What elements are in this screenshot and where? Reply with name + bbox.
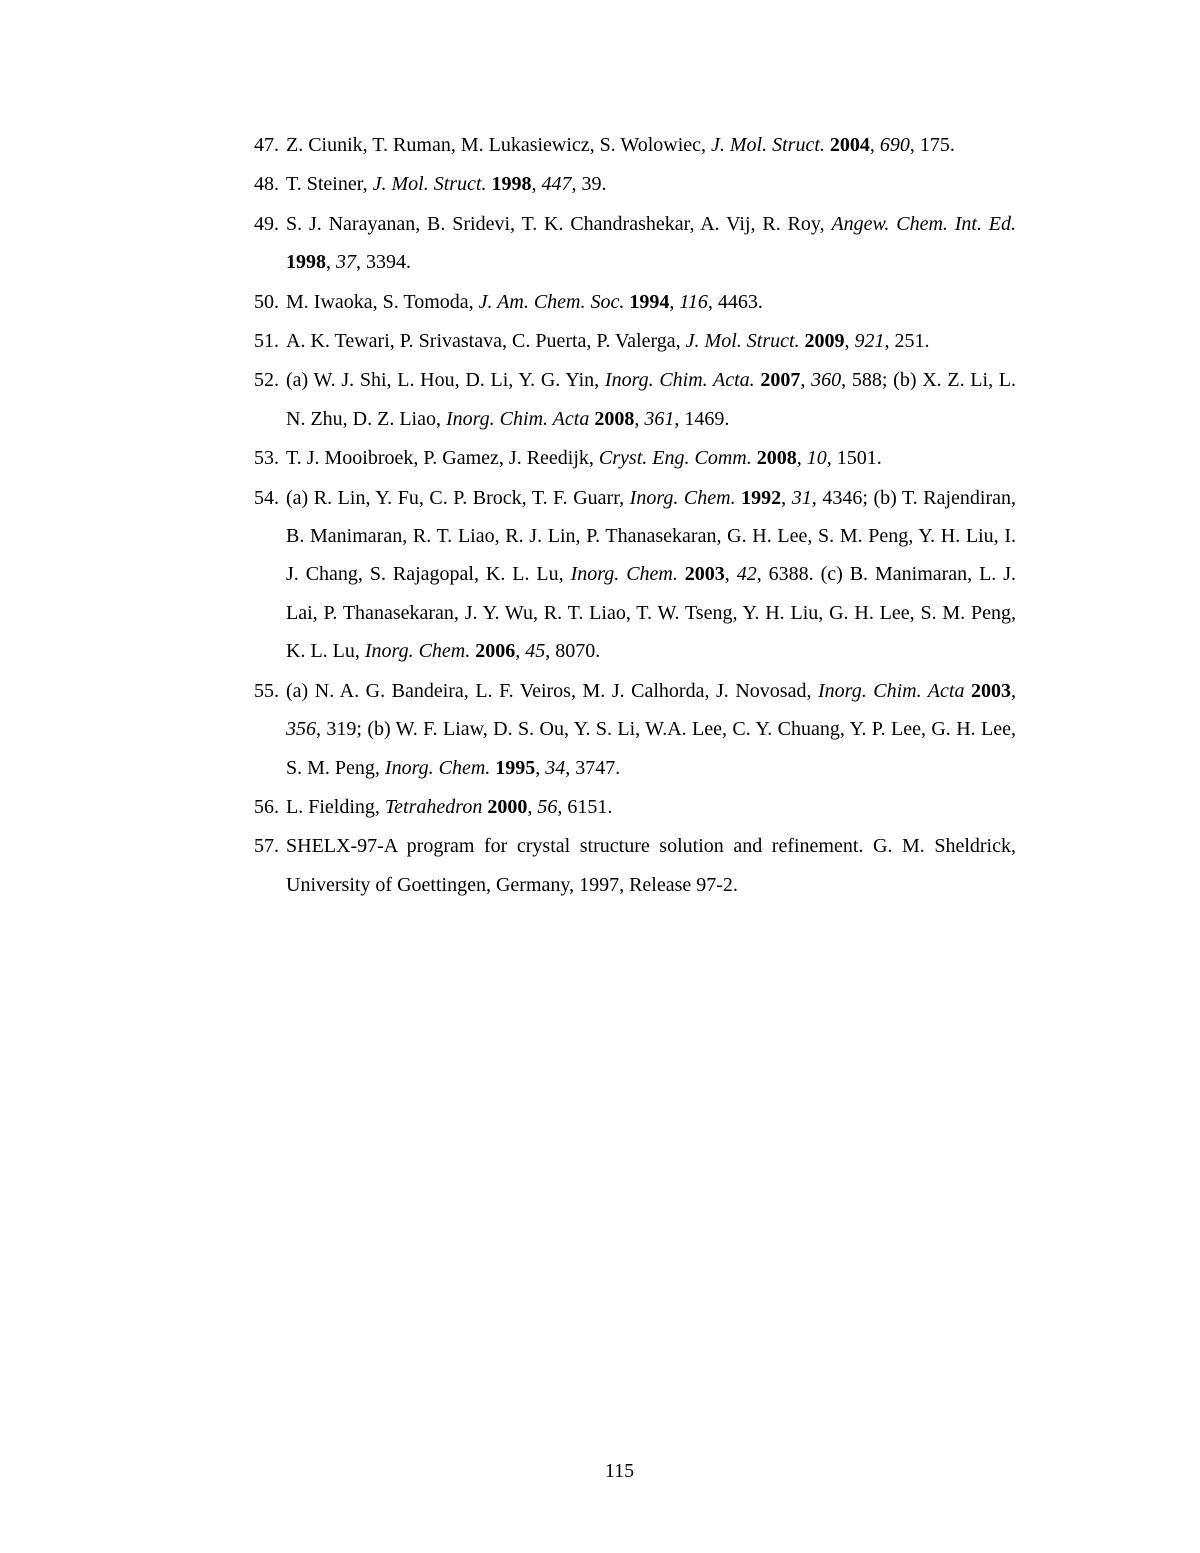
journal-or-volume: 10 [806, 447, 827, 470]
reference-number: 55. [254, 679, 279, 702]
reference-segment: , 3394. [356, 251, 411, 274]
reference-segment: , 1501. [826, 447, 882, 470]
reference-segment: , 3747. [565, 756, 621, 779]
reference-segment: , [781, 486, 792, 509]
journal-or-volume: Inorg. Chem. [364, 640, 471, 663]
reference-list [254, 126, 1016, 905]
reference-item [254, 205, 1016, 282]
publication-year: 2000 [487, 795, 528, 818]
reference-number: 50. [254, 290, 279, 313]
reference-item [254, 165, 1016, 203]
reference-segment: A. K. Tewari, P. Srivastava, C. Puerta, P. Valerga, [286, 330, 686, 353]
reference-segment: , [515, 640, 526, 663]
publication-year: 2009 [804, 330, 845, 353]
journal-or-volume: Inorg. Chim. Acta. [604, 369, 755, 392]
reference-segment: T. Steiner, [286, 173, 373, 196]
reference-item [254, 361, 1016, 438]
publication-year: 2008 [756, 447, 797, 470]
reference-segment: , [796, 447, 807, 470]
reference-text [286, 479, 1016, 671]
reference-segment: S. J. Narayanan, B. Sridevi, T. K. Chandrashekar, A. Vij, R. Roy, [286, 212, 832, 235]
publication-year: 1992 [741, 486, 782, 509]
journal-or-volume: 116 [679, 290, 708, 313]
reference-segment [678, 563, 685, 585]
reference-segment: , 588; (b) X. Z. Li, L. N. Zhu, D. Z. Liao, [286, 369, 1017, 430]
journal-or-volume: J. Mol. Struct. [685, 330, 800, 353]
page-number: 115 [604, 1460, 635, 1482]
reference-item [254, 322, 1016, 360]
reference-segment: Z. Ciunik, T. Ruman, M. Lukasiewicz, S. Wolowiec, [286, 134, 712, 156]
reference-segment: , 319; (b) W. F. Liaw, D. S. Ou, Y. S. Li, W.A. Lee, C. Y. Chuang, Y. P. Lee, G. H. Lee, S. M. Peng, [286, 718, 1016, 779]
journal-or-volume: J. Am. Chem. Soc. [478, 290, 625, 313]
reference-segment: , [531, 173, 542, 196]
reference-item [254, 439, 1016, 477]
reference-segment: , [1011, 679, 1017, 702]
reference-number: 53. [254, 447, 279, 470]
reference-segment: , 251. [884, 330, 930, 353]
reference-segment: L. Fielding, [286, 795, 385, 818]
publication-year: 1995 [495, 756, 536, 779]
reference-number: 51. [254, 330, 279, 353]
reference-segment: , [869, 134, 880, 156]
reference-segment: , [844, 330, 855, 353]
reference-number: 47. [254, 134, 279, 156]
journal-or-volume: 56 [537, 795, 558, 818]
journal-or-volume: 37 [336, 251, 356, 274]
reference-segment: (a) R. Lin, Y. Fu, C. P. Brock, T. F. Guarr, [286, 486, 630, 509]
journal-or-volume: 360 [811, 369, 842, 392]
reference-segment: SHELX-97-A program for crystal structure solution and refinement. G. M. Sheldrick, University of Goettingen, Germany, 1997, Release 97-2. [286, 835, 1016, 896]
publication-year: 1998 [286, 251, 326, 274]
reference-text [286, 672, 1016, 787]
reference-segment: M. Iwaoka, S. Tomoda, [286, 290, 479, 313]
reference-number: 49. [254, 212, 279, 235]
publication-year: 2003 [684, 563, 725, 586]
reference-segment: , [724, 563, 737, 586]
publication-year: 2003 [971, 679, 1012, 702]
reference-segment: , 4463. [707, 290, 763, 313]
journal-or-volume: J. Mol. Struct. [372, 173, 487, 196]
reference-segment: (a) N. A. G. Bandeira, L. F. Veiros, M. J. Calhorda, J. Novosad, [286, 679, 819, 702]
reference-segment: , 175. [909, 134, 955, 156]
reference-item [254, 283, 1016, 321]
journal-or-volume: J. Mol. Struct. [711, 134, 825, 156]
journal-or-volume: 361 [644, 407, 675, 430]
reference-segment: , 6388. (c) B. Manimaran, L. J. Lai, P. Thanasekaran, J. Y. Wu, R. T. Liao, T. W. Tseng, Y. H. Liu, G. H. Lee, S. M. Peng, K. L. Lu, [286, 563, 1017, 663]
reference-segment: T. J. Mooibroek, P. Gamez, J. Reedijk, [286, 447, 599, 470]
reference-item [254, 479, 1016, 671]
reference-text [286, 205, 1016, 282]
journal-or-volume: 447 [541, 173, 572, 196]
reference-segment: (a) W. J. Shi, L. Hou, D. Li, Y. G. Yin, [286, 369, 605, 392]
reference-segment: , [800, 369, 812, 392]
journal-or-volume: 42 [736, 563, 757, 586]
reference-item [254, 788, 1016, 826]
journal-or-volume: Inorg. Chim. Acta [818, 679, 965, 702]
publication-year: 2007 [760, 369, 801, 392]
reference-text [286, 283, 1016, 321]
reference-number: 54. [254, 486, 279, 509]
journal-or-volume: Inorg. Chem. [629, 486, 736, 509]
journal-or-volume: 921 [854, 330, 885, 353]
reference-segment: , 8070. [545, 640, 601, 663]
reference-number: 57. [254, 835, 279, 858]
reference-segment: , 39. [571, 173, 607, 196]
reference-item [254, 126, 1016, 164]
reference-segment: , [527, 795, 538, 818]
reference-text [286, 788, 1016, 826]
journal-or-volume: 34 [545, 756, 566, 779]
reference-text [286, 361, 1016, 438]
reference-text [286, 322, 1016, 360]
journal-or-volume: 31 [791, 486, 812, 509]
journal-or-volume: Tetrahedron [384, 795, 483, 818]
journal-or-volume: Inorg. Chem. [570, 563, 678, 586]
journal-or-volume: 45 [525, 640, 546, 663]
publication-year: 2004 [829, 134, 870, 156]
reference-number: 52. [254, 369, 279, 392]
publication-year: 1994 [629, 290, 670, 313]
reference-segment: , [326, 251, 336, 274]
reference-text [286, 827, 1016, 904]
reference-item [254, 672, 1016, 787]
publication-year: 1998 [491, 173, 532, 196]
reference-segment: , [669, 290, 680, 313]
reference-segment: , 6151. [557, 795, 613, 818]
reference-segment: , 1469. [674, 407, 730, 430]
journal-or-volume: 356 [286, 718, 316, 741]
journal-or-volume: Cryst. Eng. Comm. [598, 447, 752, 470]
publication-year: 2008 [594, 407, 635, 430]
journal-or-volume: Angew. Chem. Int. Ed. [831, 212, 1017, 235]
reference-text [286, 126, 1016, 164]
reference-segment: , [634, 407, 645, 430]
reference-text [286, 439, 1016, 477]
reference-segment: , [535, 756, 546, 779]
reference-item [254, 827, 1016, 904]
reference-segment: , 4346; (b) T. Rajendiran, B. Manimaran, R. T. Liao, R. J. Lin, P. Thanasekaran, G. H. Lee, S. M. Peng, Y. H. Liu, I. J. Chang, S. Rajagopal, K. L. Lu, [286, 486, 1017, 586]
reference-number: 48. [254, 173, 279, 196]
journal-or-volume: 690 [879, 134, 910, 156]
publication-year: 2006 [475, 640, 516, 663]
reference-number: 56. [254, 795, 279, 818]
journal-or-volume: Inorg. Chim. Acta [445, 407, 590, 430]
reference-text [286, 165, 1016, 203]
journal-or-volume: Inorg. Chem. [384, 756, 491, 779]
